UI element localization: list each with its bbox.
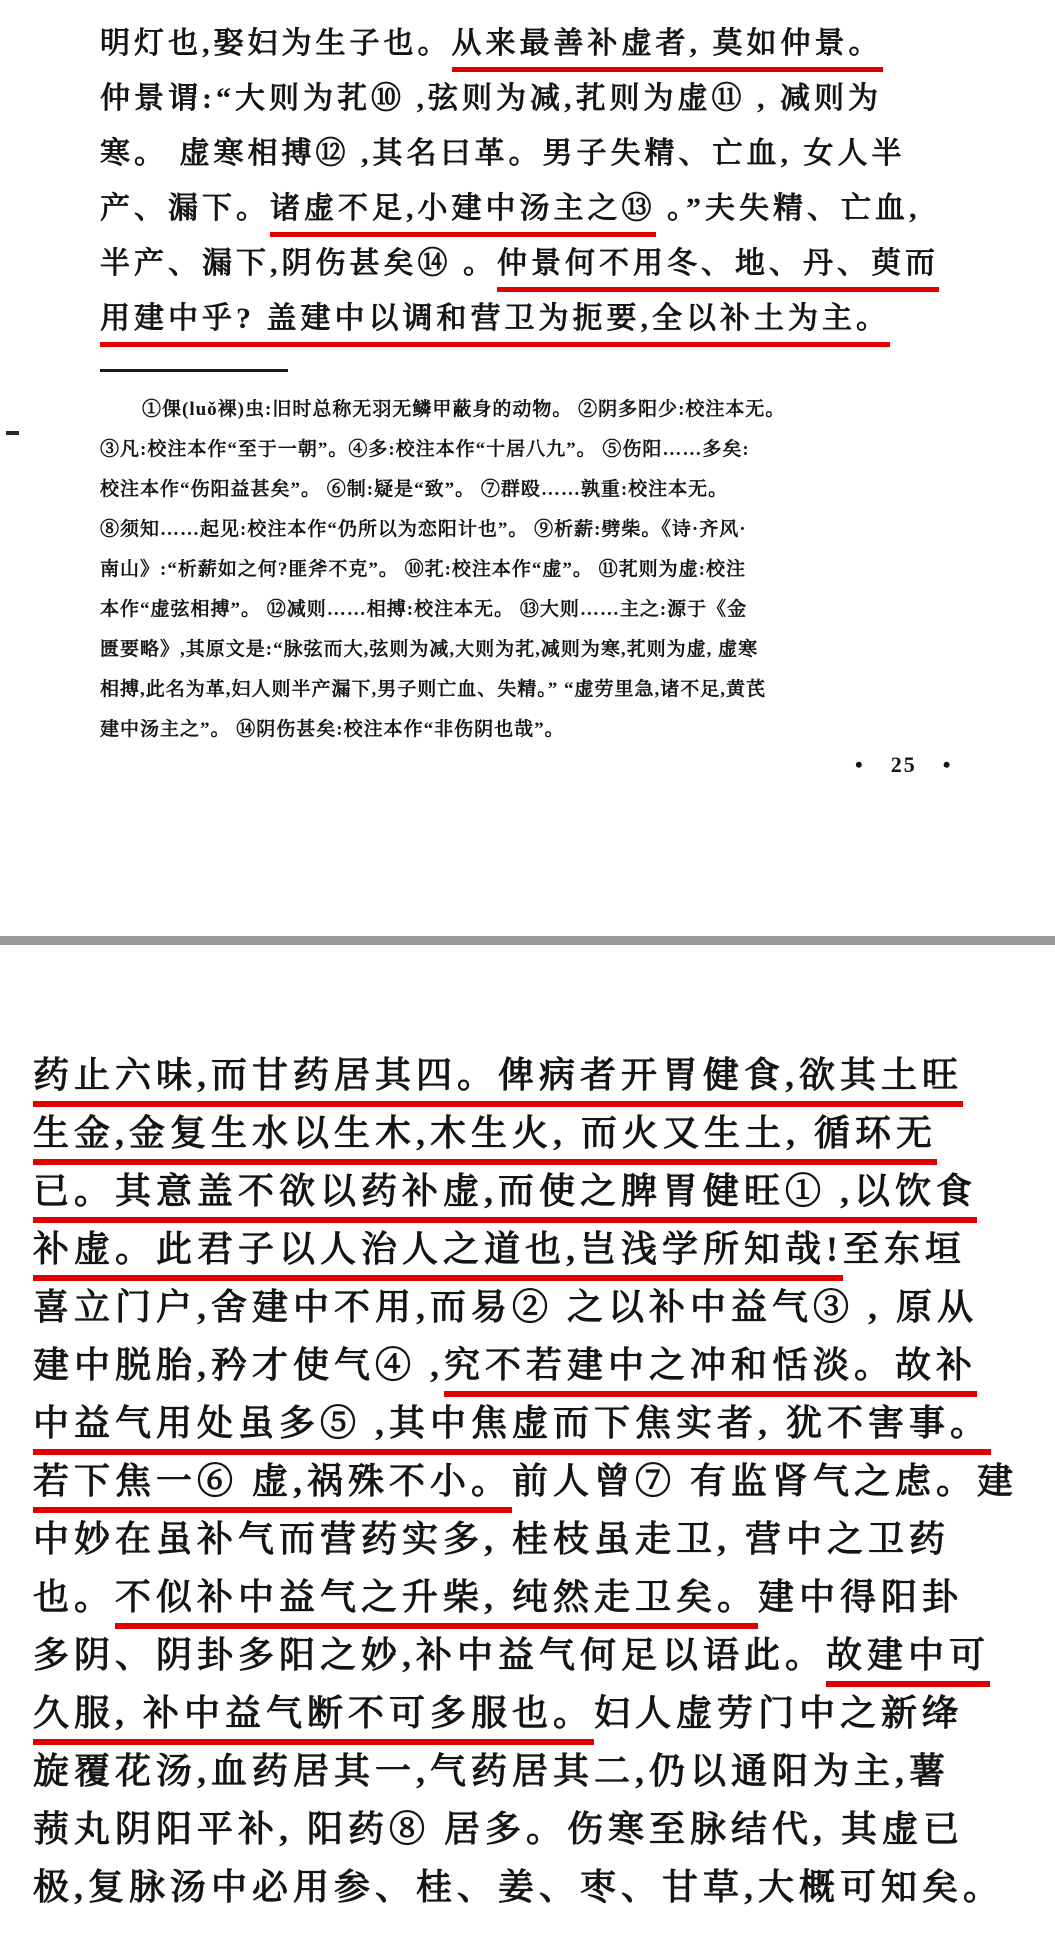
text-segment: 至东垣 bbox=[843, 1229, 967, 1269]
underlined-text-segment: 用建中乎? 盖建中以调和营卫为扼要,全以补土为主。 bbox=[100, 302, 890, 347]
text-segment: 寒。 虚寒相搏⑫ ,其名曰革。男子失精、亡血, 女人半 bbox=[100, 137, 906, 170]
underlined-text-segment: 补虚。此君子以人治人之道也,岂浅学所知哉! bbox=[33, 1229, 843, 1281]
underlined-text-segment: 若下焦一⑥ 虚,祸殊不小。 bbox=[33, 1461, 512, 1513]
text-line bbox=[100, 236, 972, 291]
text-line bbox=[100, 71, 972, 126]
underlined-text-segment: 究不若建中之冲和恬淡。故补 bbox=[444, 1345, 977, 1397]
text-line bbox=[33, 1336, 1028, 1394]
text-segment: 建中得阳卦 bbox=[758, 1577, 964, 1617]
footnote-line: 南山》:“析薪如之何?匪斧不克”。 ⑩芤:校注本作“虚”。 ⑪芤则为虚:校注 bbox=[100, 559, 746, 580]
text-line bbox=[100, 126, 972, 181]
underlined-text-segment: 故建中可 bbox=[826, 1635, 990, 1687]
text-segment: 也。 bbox=[33, 1577, 116, 1617]
text-line bbox=[33, 1684, 1028, 1742]
text-segment: 。”夫失精、亡血, bbox=[655, 192, 921, 225]
text-line bbox=[33, 1452, 1028, 1510]
text-line bbox=[33, 1394, 1028, 1452]
underlined-text-segment: 不似补中益气之升柴, 纯然走卫矣。 bbox=[115, 1577, 758, 1629]
page-number-value: 25 bbox=[890, 752, 917, 777]
footnote-line: 校注本作“伤阳益甚矣”。 ⑥制:疑是“致”。 ⑦群殴……孰重:校注本无。 bbox=[100, 479, 729, 500]
footnote-line: ③凡:校注本作“至于一朝”。④多:校注本作“十居八九”。 ⑤伤阳……多矣: bbox=[100, 439, 750, 460]
text-line bbox=[33, 1162, 1028, 1220]
page-number-right-dot: • bbox=[942, 752, 953, 777]
footnote-separator-rule bbox=[100, 369, 288, 372]
text-segment: 多阴、阴卦多阳之妙,补中益气何足以语此。 bbox=[33, 1635, 827, 1675]
footnote-line: ⑧须知……起见:校注本作“仍所以为恋阳计也”。 ⑨析薪:劈柴。《诗·齐风· bbox=[100, 519, 747, 540]
text-line bbox=[33, 1220, 1028, 1278]
underlined-text-segment: 药止六味,而甘药居其四。俾病者开胃健食,欲其土旺 bbox=[33, 1055, 963, 1107]
text-segment: 产、漏下。 bbox=[100, 192, 270, 225]
text-segment: 旋覆花汤,血药居其一,气药居其二,仍以通阳为主,薯 bbox=[33, 1751, 951, 1791]
underlined-text-segment: 仲景何不用冬、地、丹、萸而 bbox=[497, 247, 939, 292]
underlined-text-segment: 从来最善补虚者, 莫如仲景。 bbox=[452, 27, 883, 72]
footnote-line: 相搏,此名为革,妇人则半产漏下,男子则亡血、失精。” “虚劳里急,诸不足,黄芪 bbox=[100, 679, 767, 700]
text-line bbox=[33, 1046, 1028, 1104]
text-line bbox=[33, 1858, 1028, 1916]
footnote-line: 本作“虚弦相搏”。 ⑫减则……相搏:校注本无。 ⑬大则……主之:源于《金 bbox=[100, 599, 748, 620]
text-line bbox=[33, 1510, 1028, 1568]
page2-body-text bbox=[33, 1046, 1028, 1916]
text-line bbox=[33, 1626, 1028, 1684]
underlined-text-segment: 生金,金复生水以生木,木生火, 而火又生土, 循环无 bbox=[33, 1113, 937, 1165]
page-break-divider bbox=[0, 936, 1055, 945]
page1-footnotes bbox=[100, 390, 990, 750]
text-segment: 妇人虚劳门中之新绛 bbox=[594, 1693, 964, 1733]
text-segment: 蓣丸阴阳平补, 阳药⑧ 居多。伤寒至脉结代, 其虚已 bbox=[33, 1809, 965, 1849]
text-segment: 半产、漏下,阴伤甚矣⑭ 。 bbox=[100, 247, 497, 280]
text-segment: 仲景谓:“大则为芤⑩ ,弦则为减,芤则为虚⑪ , 减则为 bbox=[100, 82, 882, 115]
text-line bbox=[33, 1104, 1028, 1162]
text-segment: 建中脱胎,矜才使气④ , bbox=[33, 1345, 445, 1385]
text-line bbox=[100, 291, 972, 346]
text-line bbox=[33, 1742, 1028, 1800]
text-segment: 喜立门户,舍建中不用,而易② 之以补中益气③ , 原从 bbox=[33, 1287, 979, 1327]
footnote-line: 建中汤主之”。 ⑭阴伤甚矣:校注本作“非伤阴也哉”。 bbox=[100, 719, 565, 740]
text-segment: 明灯也,娶妇为生子也。 bbox=[100, 27, 452, 60]
underlined-text-segment: 久服, 补中益气断不可多服也。 bbox=[33, 1693, 594, 1745]
text-line bbox=[100, 181, 972, 236]
text-segment: 中妙在虽补气而营药实多, 桂枝虽走卫, 营中之卫药 bbox=[33, 1519, 951, 1559]
text-line bbox=[33, 1278, 1028, 1336]
text-line bbox=[100, 16, 972, 71]
footnote-line: 匮要略》,其原文是:“脉弦而大,弦则为减,大则为芤,减则为寒,芤则为虚, 虚寒 bbox=[100, 639, 759, 660]
text-segment: 极,复脉汤中必用参、桂、姜、枣、甘草,大概可知矣。 bbox=[33, 1867, 1005, 1907]
scan-artifact-mark bbox=[6, 431, 19, 435]
underlined-text-segment: 已。其意盖不欲以药补虚,而使之脾胃健旺① ,以饮食 bbox=[33, 1171, 977, 1223]
page-number-left-dot: • bbox=[855, 752, 865, 777]
text-segment: 前人曾⑦ 有监肾气之虑。建 bbox=[512, 1461, 1019, 1501]
page-number bbox=[855, 752, 952, 778]
text-line bbox=[33, 1568, 1028, 1626]
text-line bbox=[33, 1800, 1028, 1858]
footnote-line: ①倮(luǒ裸)虫:旧时总称无羽无鳞甲蔽身的动物。 ②阴多阳少:校注本无。 bbox=[142, 399, 786, 420]
underlined-text-segment: 中益气用处虽多⑤ ,其中焦虚而下焦实者, 犹不害事。 bbox=[33, 1403, 991, 1455]
underlined-text-segment: 诸虚不足,小建中汤主之⑬ bbox=[270, 192, 656, 237]
page1-body-text bbox=[100, 16, 972, 346]
